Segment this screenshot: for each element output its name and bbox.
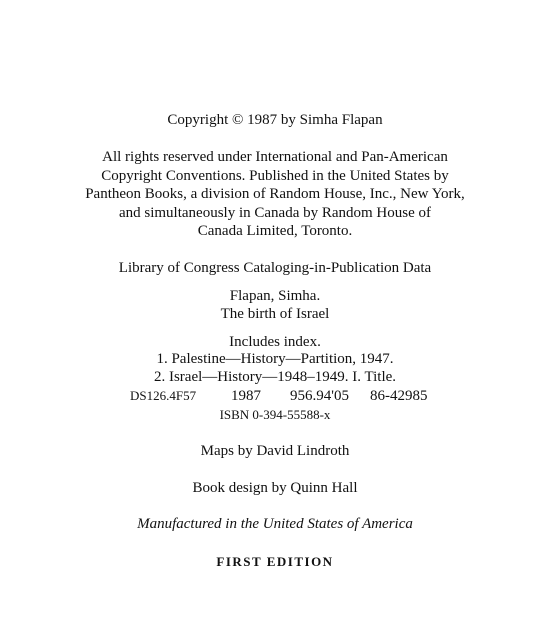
cip-isbn: ISBN 0-394-55588-x	[219, 407, 331, 422]
copyright-notice: Copyright © 1987 by Simha Flapan	[167, 112, 383, 128]
cip-note: Includes index.	[229, 334, 321, 350]
design-credit: Book design by Quinn Hall	[192, 480, 358, 496]
cip-heading: Library of Congress Cataloging-in-Publication Data	[118, 260, 432, 276]
cip-classification-row	[0, 387, 550, 405]
rights-line-1: All rights reserved under International and Pan-American	[102, 149, 448, 165]
manufactured-statement: Manufactured in the United States of America	[137, 516, 413, 532]
cip-dewey: 956.94'05	[290, 388, 349, 404]
rights-line-4: and simultaneously in Canada by Random House of	[118, 205, 432, 221]
cip-subject-2: 2. Israel—History—1948–1949. I. Title.	[153, 369, 397, 385]
maps-credit: Maps by David Lindroth	[200, 443, 350, 459]
rights-line-5: Canada Limited, Toronto.	[197, 223, 353, 239]
cip-lccn: 86-42985	[370, 388, 428, 404]
cip-author: Flapan, Simha.	[229, 288, 321, 304]
cip-subject-1: 1. Palestine—History—Partition, 1947.	[156, 351, 394, 367]
cip-year: 1987	[231, 388, 261, 404]
cip-call-number: DS126.4F57	[130, 388, 197, 403]
rights-line-2: Copyright Conventions. Published in the United States by	[101, 168, 449, 184]
edition-label: FIRST EDITION	[216, 554, 334, 569]
cip-title: The birth of Israel	[220, 306, 330, 322]
rights-line-3: Pantheon Books, a division of Random House, Inc., New York,	[85, 186, 465, 202]
